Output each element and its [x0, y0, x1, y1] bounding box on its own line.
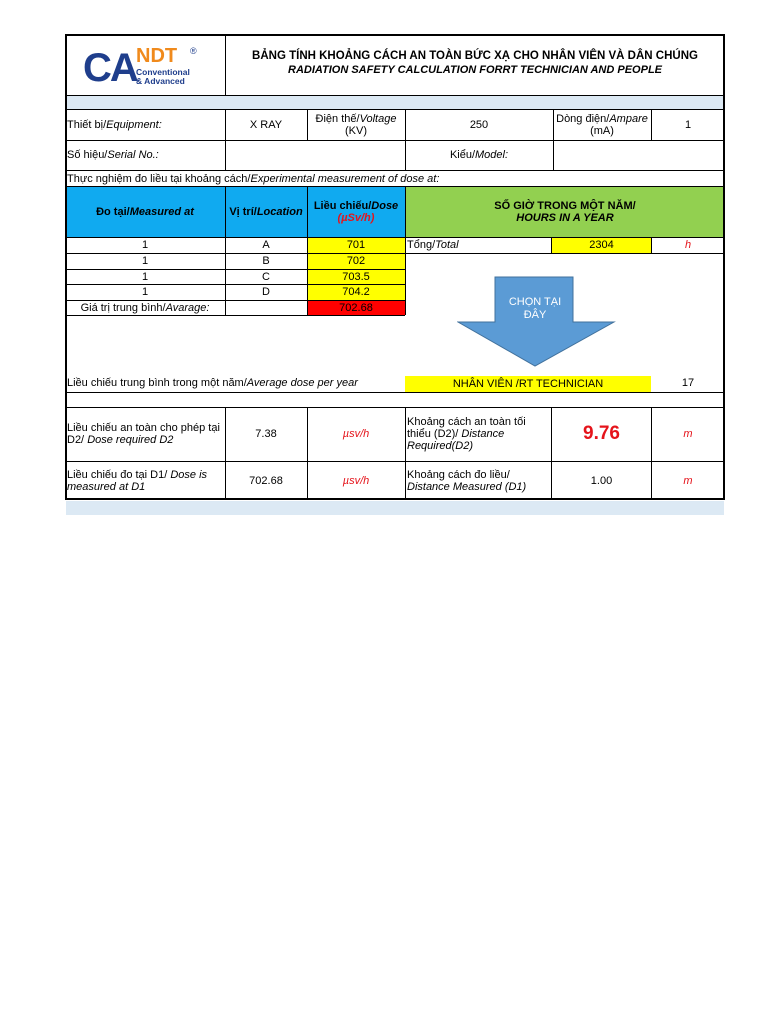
distance-measured-value[interactable]: 1.00 — [590, 474, 613, 487]
col3-unit: (µSv/h) — [337, 212, 375, 224]
distance-required-label — [405, 407, 551, 461]
dose-required-d2-label — [65, 407, 225, 461]
experiment-label-vi: Thực nghiệm đo liều tại khoảng cách/ — [67, 172, 251, 185]
row-d-location[interactable]: D — [262, 286, 270, 298]
dist-meas-label-vi: Khoảng cách đo liều/ — [407, 468, 510, 481]
logo-ndt-text: NDT — [136, 45, 178, 67]
hours-header — [405, 187, 725, 237]
average-location-empty — [225, 300, 307, 315]
row-c-location[interactable]: C — [262, 270, 270, 283]
dist-req-label-en: Distance Required(D2) — [407, 428, 505, 452]
model-value[interactable] — [553, 140, 725, 170]
average-year-label — [65, 374, 405, 392]
ampere-unit: (mA) — [590, 125, 614, 137]
distance-required-unit: m — [683, 428, 693, 440]
equipment-value[interactable]: X RAY — [249, 119, 283, 131]
average-label — [65, 300, 225, 315]
model-label — [405, 140, 553, 170]
row-a-dose[interactable]: 701 — [307, 237, 405, 253]
dist-req-label-vi: Khoảng cách an toàn tối thiểu (D2)/ — [407, 416, 526, 440]
row-b-dose[interactable]: 702 — [307, 253, 405, 269]
row-d-measured[interactable]: 1 — [141, 286, 149, 298]
personnel-select[interactable]: NHÂN VIÊN /RT TECHNICIAN — [405, 376, 651, 392]
title-vietnamese: BẢNG TÍNH KHOẢNG CÁCH AN TOÀN BỨC XẠ CHO NHÂN VIÊN VÀ DÂN CHÚNG — [252, 50, 698, 62]
row-b-measured[interactable]: 1 — [141, 255, 149, 267]
footer-band — [66, 501, 724, 515]
distance-required-value: 9.76 — [583, 423, 620, 444]
col-location-header — [225, 187, 307, 237]
equipment-label-vi: Thiết bị/ — [67, 119, 107, 131]
equipment-label-en: Equipment: — [106, 119, 162, 131]
total-label-vi: Tổng/ — [407, 239, 436, 251]
select-here-line2: ĐÂY — [523, 309, 547, 321]
dose-measured-d1-unit: µsv/h — [342, 474, 370, 487]
model-label-en: Model: — [475, 149, 509, 161]
voltage-label-en: Voltage — [359, 113, 397, 125]
radiation-safety-sheet — [65, 34, 725, 500]
col-measured-at-header — [65, 187, 225, 237]
average-label-en: Avarage: — [165, 301, 210, 314]
ampere-label-vi: Dòng điện/ — [556, 113, 610, 125]
row-c-dose[interactable]: 703.5 — [307, 269, 405, 284]
hours-vi: SỐ GIỜ TRONG MỘT NĂM/ — [494, 200, 636, 212]
row-b-location[interactable]: B — [262, 255, 270, 267]
experiment-label-en: Experimental measurement of dose at: — [250, 172, 440, 185]
distance-measured-unit: m — [683, 474, 693, 487]
voltage-label — [307, 110, 405, 140]
logo-sub-line2: & Advanced — [136, 76, 185, 86]
dose-measured-d1-value: 702.68 — [249, 474, 283, 487]
average-dose-value: 702.68 — [307, 300, 405, 315]
col3-vi: Liều chiếu/ — [313, 200, 372, 212]
distance-measured-label — [405, 462, 551, 499]
average-year-label-vi: Liều chiếu trung bình trong một năm/ — [67, 377, 247, 389]
logo-ca-text: CA — [83, 46, 137, 90]
voltage-label-vi: Điện thế/ — [315, 113, 360, 125]
average-year-label-en: Average dose per year — [246, 377, 358, 389]
total-hours-value[interactable]: 2304 — [552, 237, 651, 253]
logo — [65, 34, 225, 94]
header-band — [66, 95, 724, 109]
average-label-vi: Giá trị trung bình/ — [80, 301, 166, 314]
select-here-arrow-icon[interactable] — [457, 276, 617, 368]
dose-measured-d1-label — [65, 462, 225, 499]
logo-sub-line1: Conventional — [136, 67, 190, 77]
d2-label-en: Dose required D2 — [87, 434, 174, 446]
title-english: RADIATION SAFETY CALCULATION FORRT TECHNICIAN AND PEOPLE — [288, 64, 662, 76]
dose-required-d2-value: 7.38 — [255, 428, 277, 440]
average-year-value: 17 — [681, 377, 695, 389]
model-label-vi: Kiểu/ — [449, 149, 476, 161]
d2-label-vi: Liều chiếu an toàn cho phép tại D2/ — [67, 422, 220, 446]
voltage-value[interactable]: 250 — [469, 119, 489, 131]
ampere-label — [553, 110, 651, 140]
total-hours-unit: h — [684, 239, 692, 251]
d1-label-vi: Liều chiếu đo tại D1/ — [67, 468, 171, 481]
equipment-label — [65, 110, 225, 140]
serial-label-vi: Số hiệu/ — [67, 149, 108, 161]
serial-label-en: Serial No.: — [107, 149, 159, 161]
voltage-unit: (KV) — [345, 125, 367, 137]
dose-required-d2-unit: µsv/h — [342, 428, 370, 440]
serial-label — [65, 140, 225, 170]
row-d-dose[interactable]: 704.2 — [307, 284, 405, 300]
col-dose-header — [307, 187, 405, 237]
d1-label-en: Dose is measured at D1 — [67, 468, 208, 493]
total-label — [405, 237, 551, 253]
select-here-label[interactable] — [495, 296, 575, 322]
col2-en: Location — [256, 206, 303, 218]
hours-en: HOURS IN A YEAR — [516, 212, 614, 224]
logo-subtitle — [136, 68, 190, 86]
col3-en: Dose — [371, 200, 399, 212]
row-a-location[interactable]: A — [262, 239, 270, 251]
registered-mark: ® — [190, 46, 197, 56]
row-c-measured[interactable]: 1 — [141, 270, 149, 283]
serial-value[interactable] — [225, 140, 405, 170]
experiment-label — [65, 171, 725, 186]
ampere-value[interactable]: 1 — [684, 119, 692, 131]
dist-meas-label-en: Distance Measured (D1) — [407, 480, 527, 493]
col1-en: Measured at — [129, 206, 194, 218]
ampere-label-en: Ampare — [609, 113, 648, 125]
total-label-en: Total — [435, 239, 459, 251]
row-a-measured[interactable]: 1 — [141, 239, 149, 251]
col2-vi: Vị trí/ — [229, 206, 257, 218]
select-here-line1: CHỌN TẠI — [508, 296, 562, 308]
col1-vi: Đo tại/ — [96, 206, 130, 218]
